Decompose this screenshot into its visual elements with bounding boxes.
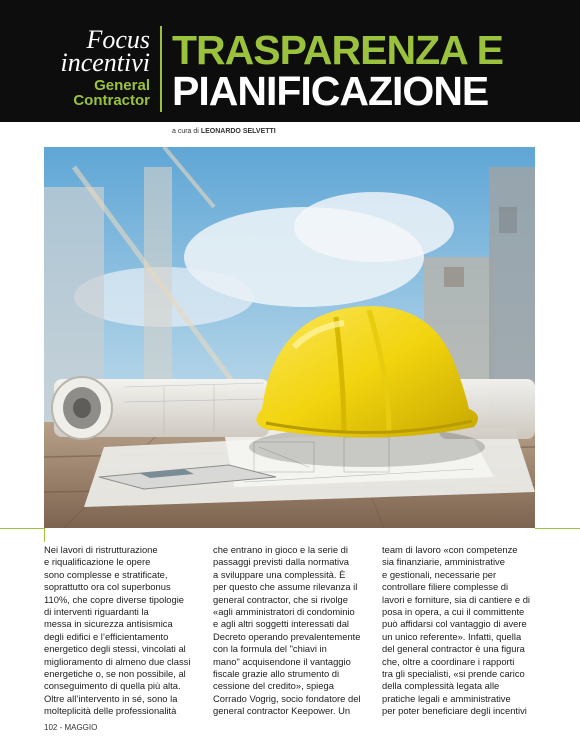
title-line-1: TRASPARENZA E [172, 27, 503, 73]
article-column-1: Nei lavori di ristrutturazione e riqualificazione le opere sono complesse e stratificate, soprattutto ora col superbonus 110%, che copre diverse tipologie di interventi riguardanti la messa in sicurezza antisismica degli edifici e l’efficientamento energetico degli stessi, vincolati al miglioramento di almeno due classi energetiche o, se non possibile, al conseguimento di quella più alta. Oltre all’intervento in sé, sono la molteplicità delle professionalità [44, 544, 191, 717]
hard-hat-photo [44, 147, 535, 528]
article-column-3: team di lavoro «con competenze sia finanziarie, amministrative e gestionali, necessarie per controllare filiere complesse di lavori e forniture, sia di cantiere e di posa in opera, a cui il committente può affidarsi col vantaggio di avere un unico referente». Infatti, quella del general contractor è una figura che, oltre a coordinare i rapporti tra gli specialisti, «si prende carico della complessità legata alle pratiche legali e amministrative per poter beneficiare degli incentivi [382, 544, 530, 717]
title-line-2: PIANIFICAZIONE [172, 68, 489, 114]
kicker-line-2: incentivi [60, 48, 150, 77]
section-label [73, 78, 150, 108]
byline-prefix: a cura di [172, 128, 199, 135]
section-line-2: Contractor [73, 92, 150, 109]
article-column-2: che entrano in gioco e la serie di passaggi previsti dalla normativa a sviluppare una complessità. È per questo che assume rilevanza il general contractor, che si rivolge «agli amministratori di condominio e agli altri soggetti interessati dal Decreto operando prevalentemente con la formula del "chiavi in mano" acquisendone il vantaggio fiscale grazie allo strumento di cessione del credito», spiega Corrado Vogrig, socio fondatore del general contractor Keepower. Un [213, 544, 361, 717]
crop-mark-right [535, 528, 580, 529]
kicker-line-1: Focus [86, 25, 150, 54]
section-line-1: General [94, 77, 150, 94]
crop-mark-left [0, 528, 44, 529]
crop-mark-bottom [44, 528, 45, 542]
header-divider [160, 26, 162, 112]
byline [172, 128, 276, 135]
article-title [172, 27, 503, 114]
page-folio: 102 - MAGGIO [44, 723, 98, 732]
section-kicker [60, 25, 150, 77]
byline-author: LEONARDO SELVETTI [200, 128, 276, 135]
